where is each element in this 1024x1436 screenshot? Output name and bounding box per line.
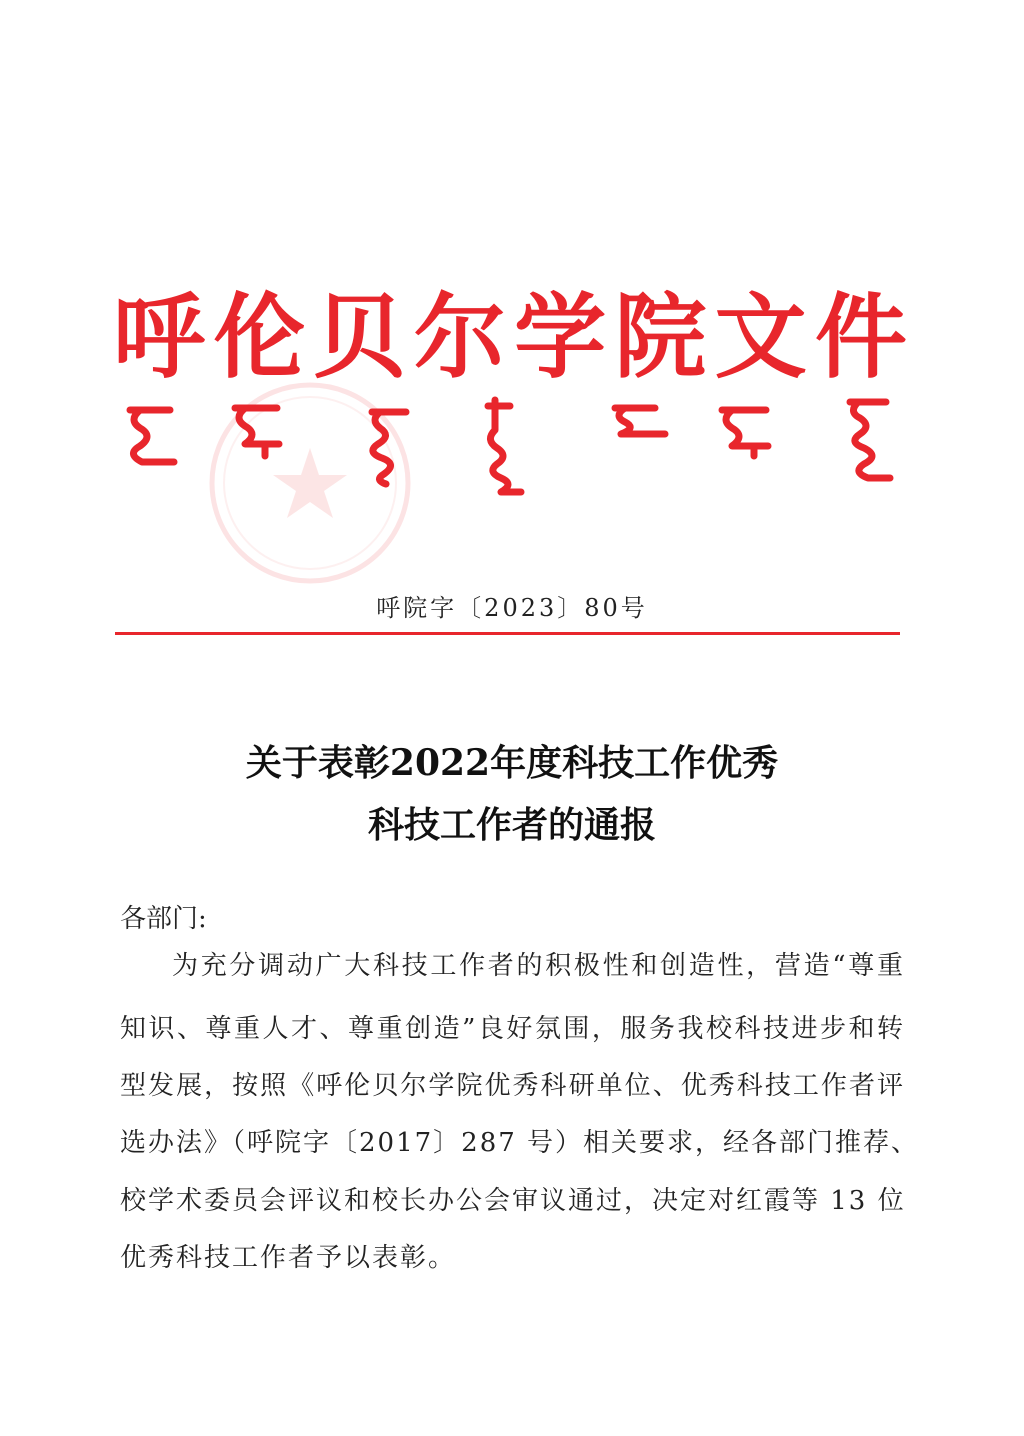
body-text-line: 校学术委员会评议和校长办公会审议通过，决定对红霞等 13 位 [120, 1186, 906, 1216]
red-divider-line [115, 632, 900, 635]
body-text-line: 优秀科技工作者予以表彰。 [120, 1243, 457, 1273]
salutation: 各部门: [120, 904, 207, 934]
body-text-line: 知识、尊重人才、尊重创造”良好氛围，服务我校科技进步和转 [120, 1014, 905, 1044]
header-char: 伦 [213, 283, 306, 391]
notice-title-line-1: 关于表彰2022年度科技工作优秀 [245, 742, 779, 784]
body-text-line: 选办法》（呼院字〔2017〕287 号）相关要求，经各部门推荐、 [120, 1128, 920, 1158]
official-seal-stamp [205, 378, 415, 588]
header-char: 尔 [413, 283, 506, 391]
body-text-line: 型发展，按照《呼伦贝尔学院优秀科研单位、优秀科技工作者评 [120, 1071, 905, 1101]
body-text-line: 为充分调动广大科技工作者的积极性和创造性，营造“尊重 [172, 951, 905, 981]
header-char: 贝 [313, 283, 406, 391]
header-char: 学 [514, 283, 607, 391]
header-char: 件 [814, 283, 907, 391]
header-char: 呼 [112, 283, 205, 391]
header-char: 院 [614, 283, 707, 391]
document-header-title [110, 282, 910, 392]
document-number: 呼院字〔2023〕80号 [376, 594, 648, 622]
header-char: 文 [714, 283, 807, 391]
notice-title-line-2: 科技工作者的通报 [367, 804, 656, 846]
